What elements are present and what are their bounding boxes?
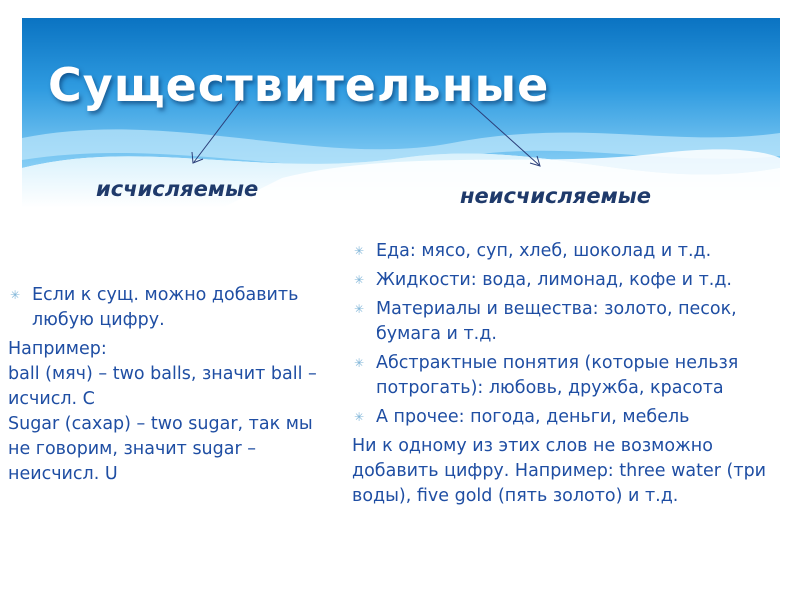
bullet-star-icon: ✳ <box>354 302 365 316</box>
bullet-star-icon: ✳ <box>354 410 365 424</box>
list-item <box>352 351 797 401</box>
paragraph: Ни к одному из этих слов не возможно добавить цифру. Например: three water (три воды), five gold (пять золото) и т.д. <box>352 436 767 506</box>
bullet-text: Жидкости: вода, лимонад, кофе и т.д. <box>376 270 732 290</box>
bullet-text: А прочее: погода, деньги, мебель <box>376 407 690 427</box>
uncountable-column <box>352 239 797 509</box>
list-item <box>352 405 797 430</box>
bullet-text: Если к сущ. можно добавить любую цифру. <box>32 285 299 330</box>
list-item <box>352 297 797 347</box>
paragraph: ball (мяч) – two balls, значит ball – исчисл. C <box>8 364 317 409</box>
page-title: Существительные <box>48 58 550 112</box>
list-item <box>352 239 797 264</box>
bullet-star-icon: ✳ <box>354 244 365 258</box>
bullet-text: Абстрактные понятия (которые нельзя потрогать): любовь, дружба, красота <box>376 353 739 398</box>
bullet-star-icon: ✳ <box>354 356 365 370</box>
uncountable-heading: неисчисляемые <box>460 184 651 208</box>
bullet-text: Еда: мясо, суп, хлеб, шоколад и т.д. <box>376 241 712 261</box>
bullet-star-icon: ✳ <box>10 288 21 302</box>
paragraph: Sugar (сахар) – two sugar, так мы не говорим, значит sugar – неисчисл. U <box>8 414 313 484</box>
countable-heading: исчисляемые <box>96 177 259 201</box>
bullet-star-icon: ✳ <box>354 273 365 287</box>
bullet-text: Материалы и вещества: золото, песок, бумага и т.д. <box>376 299 737 344</box>
paragraph: Например: <box>8 339 107 359</box>
countable-column <box>8 283 338 487</box>
list-item <box>352 268 797 293</box>
list-item <box>8 283 338 333</box>
